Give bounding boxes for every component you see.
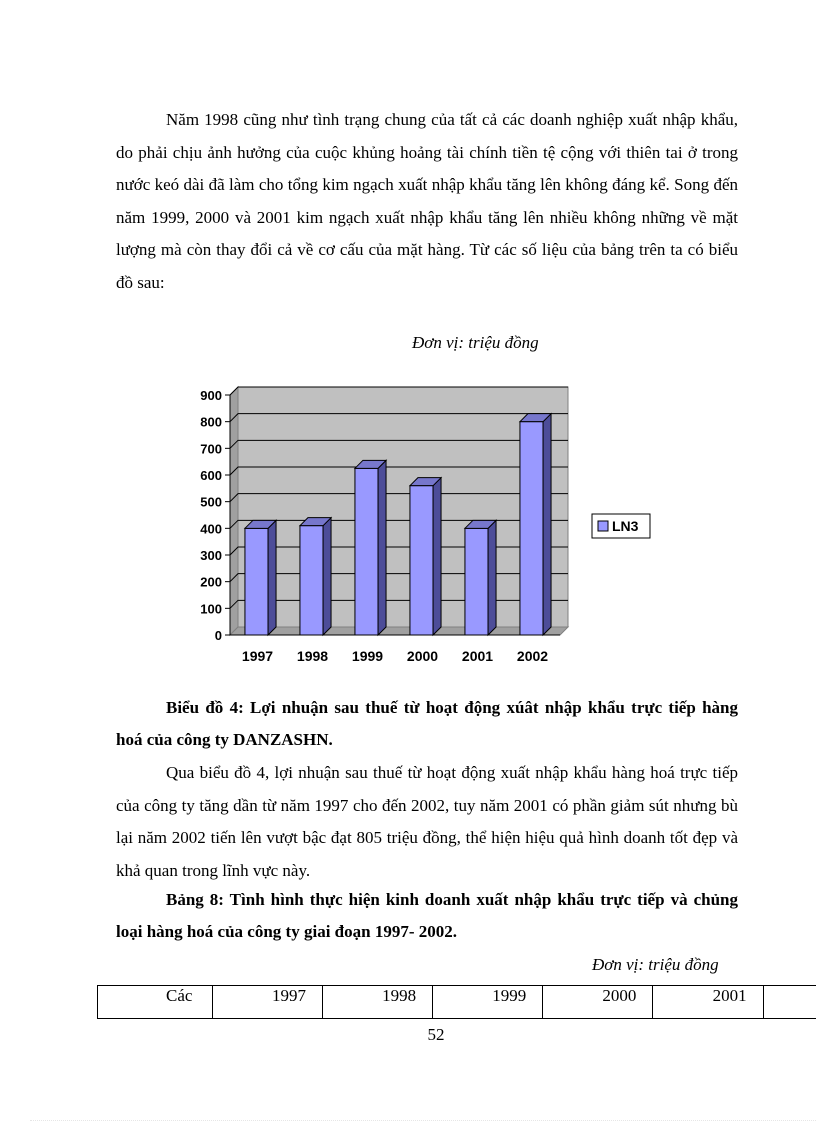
- y-tick-label: 400: [200, 521, 222, 537]
- business-table: [97, 985, 816, 1019]
- plot-floor: [230, 627, 568, 635]
- table-header-cell: 1999: [433, 986, 543, 1019]
- y-tick-label: 0: [214, 628, 222, 643]
- table-caption: Bảng 8: Tình hình thực hiện kinh doanh xuất nhập khẩu trực tiếp và chủng loại hàng hoá của công ty giai đoạn 1997- 2002.: [116, 890, 738, 941]
- table-header-cell: 2000: [543, 986, 653, 1019]
- bar-side-1997: [268, 520, 276, 635]
- x-tick-label: 2002: [516, 648, 549, 664]
- y-tick-label: 900: [200, 388, 222, 403]
- bar-side-1998: [323, 518, 331, 635]
- profit-bar-chart: [190, 380, 670, 670]
- table-header-cell: 1998: [323, 986, 433, 1019]
- chart-unit-label: Đơn vị: triệu đồng: [412, 333, 539, 352]
- legend-label: LN3: [612, 518, 639, 534]
- bar-side-2000: [433, 478, 441, 635]
- bar-2000: [410, 486, 433, 635]
- legend-swatch: [598, 521, 608, 531]
- bar-1998: [300, 526, 323, 635]
- bar-side-2002: [543, 414, 551, 635]
- chart-caption: Biểu đồ 4: Lợi nhuận sau thuế từ hoạt động xúât nhập khẩu trực tiếp hàng hoá của công ty DANZASHN.: [116, 698, 738, 749]
- plot-area: [238, 387, 568, 627]
- x-tick-label: 2001: [461, 648, 494, 664]
- y-tick-label: 500: [200, 494, 222, 510]
- y-tick-label: 100: [200, 601, 222, 617]
- bar-1999: [355, 468, 378, 635]
- table-header-row: [98, 986, 816, 1019]
- bar-2001: [465, 528, 488, 635]
- y-tick-label: 700: [200, 441, 222, 457]
- chart-legend: [592, 514, 650, 538]
- y-tick-label: 600: [200, 468, 222, 483]
- y-tick-label: 200: [200, 574, 222, 590]
- table-header-cell: Các: [98, 986, 213, 1019]
- bar-side-2001: [488, 520, 496, 635]
- table-header-cell: 2001: [653, 986, 763, 1019]
- bar-1997: [245, 528, 268, 635]
- table-header-cell-empty: [763, 986, 816, 1019]
- plot-side-wall: [230, 387, 238, 635]
- footer-divider: [30, 1120, 816, 1121]
- x-tick-label: 1997: [241, 648, 274, 664]
- page-number: 52: [427, 1025, 445, 1044]
- y-tick-label: 800: [200, 414, 222, 430]
- y-tick-label: 300: [200, 548, 222, 563]
- bar-side-1999: [378, 460, 386, 635]
- chart-canvas: [190, 380, 670, 670]
- x-tick-label: 2000: [406, 648, 439, 664]
- x-tick-label: 1998: [296, 648, 329, 664]
- table-header-cell: 1997: [212, 986, 322, 1019]
- analysis-paragraph: Qua biểu đồ 4, lợi nhuận sau thuế từ hoạt động xuất nhập khẩu hàng hoá trực tiếp của công ty tăng dần từ năm 1997 cho đến 2002, tuy năm 2001 có phần giảm sút nhưng bù lại năm 2002 tiến lên vượt bậc đạt 805 triệu đồng, thể hiện hiệu quả hình doanh tốt đẹp và khả quan trong lĩnh vực này.: [116, 763, 738, 880]
- x-tick-label: 1999: [351, 648, 384, 664]
- bar-2002: [520, 422, 543, 635]
- intro-paragraph: Năm 1998 cũng như tình trạng chung của tất cả các doanh nghiệp xuất nhập khẩu, do phải chịu ảnh hưởng của cuộc khủng hoảng tài chính tiền tệ cộng với thiên tai ở trong nước keó dài đã làm cho tổng kim ngạch xuất nhập khẩu tăng lên không đáng kể. Song đến năm 1999, 2000 và 2001 kim ngạch xuất nhập khẩu tăng lên nhiều không những về mặt lượng mà còn thay đổi cả về cơ cấu của mặt hàng. Từ các số liệu của bảng trên ta có biểu đồ sau:: [116, 110, 738, 292]
- table-unit-label: Đơn vị: triệu đồng: [592, 955, 719, 974]
